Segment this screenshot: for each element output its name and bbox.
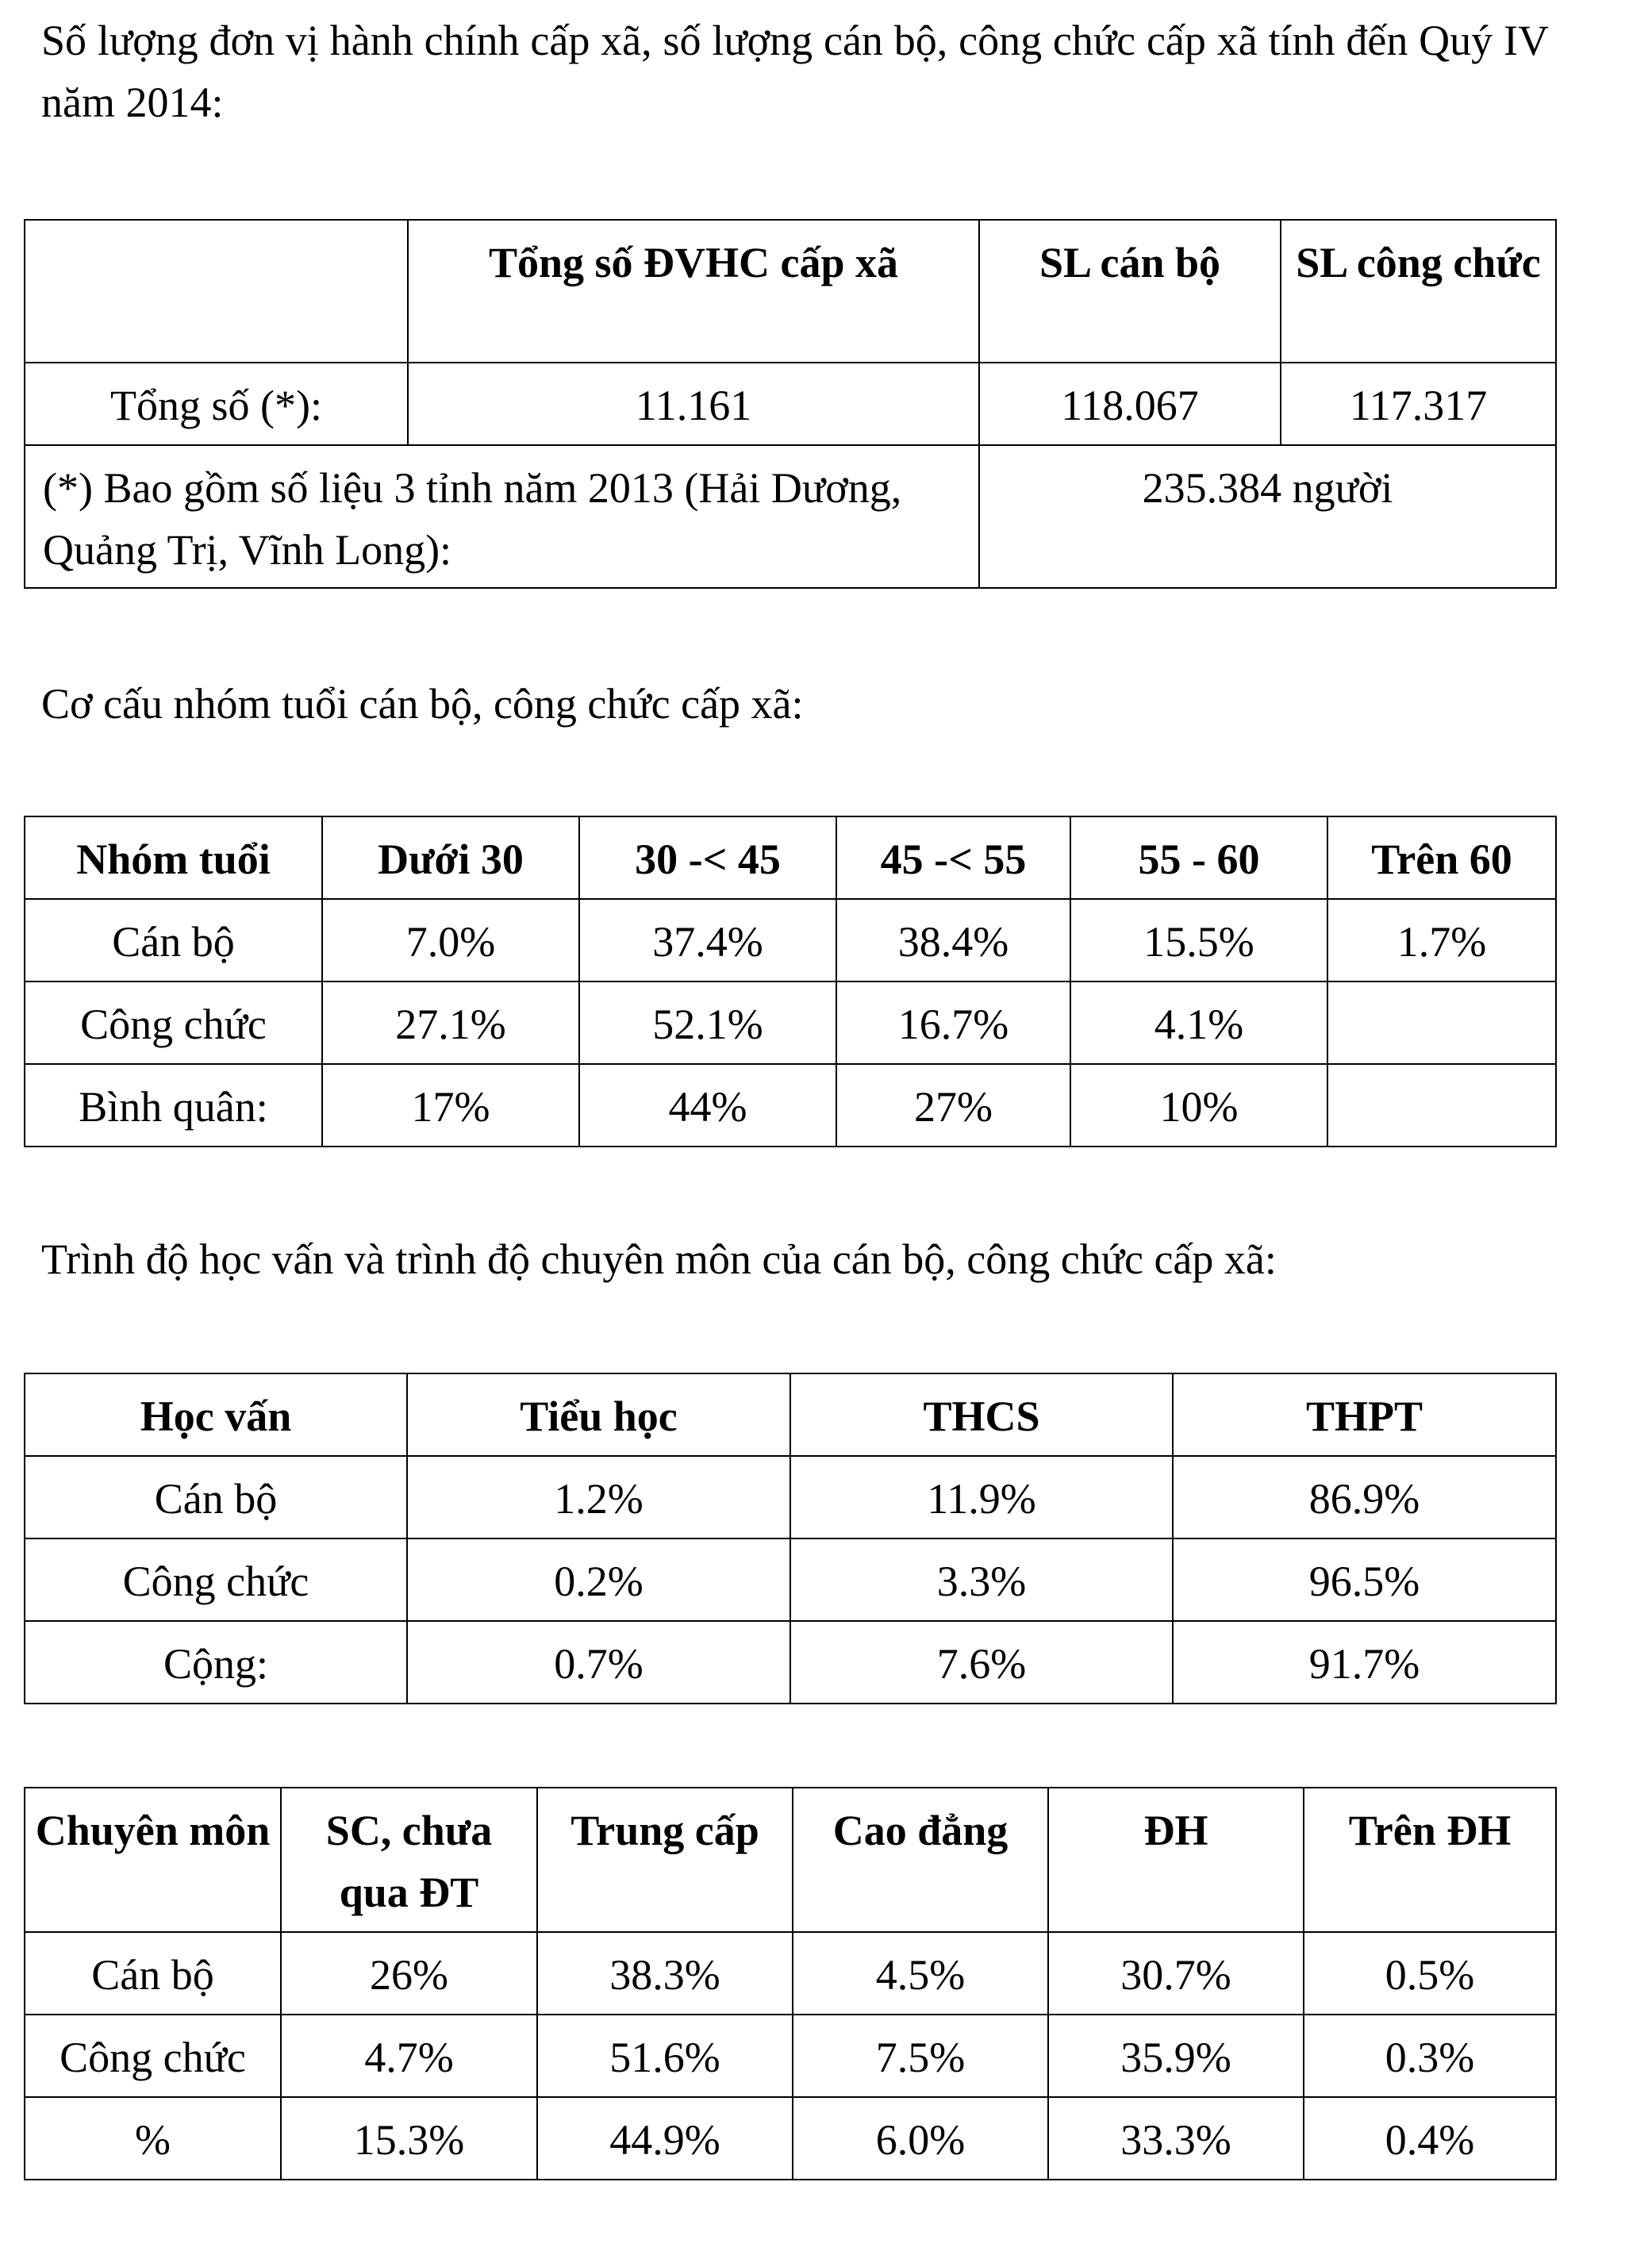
table-admin-units: [24, 219, 1557, 589]
table-cell: 4.5%: [793, 1932, 1048, 2015]
table-header-row: [25, 816, 1556, 899]
table-cell: 27.1%: [322, 981, 579, 1064]
table-row: [25, 1064, 1556, 1147]
row-label: Cộng:: [25, 1621, 407, 1704]
table-cell: 16.7%: [836, 981, 1070, 1064]
intro-paragraph-3: Trình độ học vấn và trình độ chuyên môn của cán bộ, công chức cấp xã:: [41, 1235, 1277, 1283]
header-cell: SL công chức: [1281, 220, 1556, 363]
header-cell: Trên 60: [1327, 816, 1556, 899]
table-row: [25, 1538, 1556, 1621]
table-row: [25, 1456, 1556, 1538]
table-row: [25, 1621, 1556, 1704]
table-cell: 26%: [281, 1932, 537, 2015]
intro-paragraph-1: Số lượng đơn vị hành chính cấp xã, số lượng cán bộ, công chức cấp xã tính đến Quý IV năm 2014:: [41, 17, 1549, 127]
table-cell: 1.2%: [407, 1456, 790, 1538]
total-people-cell: 235.384 người: [979, 445, 1556, 588]
table-header-row: [25, 220, 1556, 363]
header-cell: ĐH: [1048, 1788, 1304, 1932]
table-cell: 118.067: [979, 363, 1281, 445]
table-cell: 38.4%: [836, 899, 1070, 981]
table-cell: 11.161: [408, 363, 979, 445]
table-qualification: [24, 1787, 1557, 2180]
table-cell: 15.5%: [1070, 899, 1327, 981]
table-cell: 86.9%: [1173, 1456, 1556, 1538]
table-row: [25, 899, 1556, 981]
table-cell: 10%: [1070, 1064, 1327, 1147]
table-cell: 0.4%: [1304, 2097, 1556, 2180]
footnote-cell: (*) Bao gồm số liệu 3 tỉnh năm 2013 (Hải Dương, Quảng Trị, Vĩnh Long):: [25, 445, 979, 588]
table-cell: 4.1%: [1070, 981, 1327, 1064]
table-cell: 96.5%: [1173, 1538, 1556, 1621]
table-row-note: [25, 445, 1556, 588]
header-cell: Trung cấp: [537, 1788, 793, 1932]
table-cell: 52.1%: [579, 981, 836, 1064]
table-cell: 4.7%: [281, 2015, 537, 2097]
table-cell: [1327, 981, 1556, 1064]
table-cell: 3.3%: [790, 1538, 1173, 1621]
table-cell: 44.9%: [537, 2097, 793, 2180]
row-label: Công chức: [25, 981, 322, 1064]
header-cell: Học vấn: [25, 1373, 407, 1456]
table-cell: 11.9%: [790, 1456, 1173, 1538]
table-row: [25, 981, 1556, 1064]
header-cell: [25, 220, 408, 363]
header-cell: THCS: [790, 1373, 1173, 1456]
table-cell: 7.5%: [793, 2015, 1048, 2097]
table-cell: 51.6%: [537, 2015, 793, 2097]
header-cell: 55 - 60: [1070, 816, 1327, 899]
row-label: Công chức: [25, 1538, 407, 1621]
table-cell: 17%: [322, 1064, 579, 1147]
header-cell: 45 -< 55: [836, 816, 1070, 899]
header-cell: 30 -< 45: [579, 816, 836, 899]
table-cell: 30.7%: [1048, 1932, 1304, 2015]
table-education: [24, 1373, 1557, 1704]
header-cell: THPT: [1173, 1373, 1556, 1456]
table-cell: 6.0%: [793, 2097, 1048, 2180]
table-cell: 27%: [836, 1064, 1070, 1147]
header-cell: Tổng số ĐVHC cấp xã: [408, 220, 979, 363]
table-cell: 0.7%: [407, 1621, 790, 1704]
table-cell: 44%: [579, 1064, 836, 1147]
row-label: Bình quân:: [25, 1064, 322, 1147]
table-cell: 0.5%: [1304, 1932, 1556, 2015]
header-cell: Cao đẳng: [793, 1788, 1048, 1932]
header-cell: Chuyên môn: [25, 1788, 281, 1932]
table-cell: 37.4%: [579, 899, 836, 981]
table-cell: 15.3%: [281, 2097, 537, 2180]
table-cell: 33.3%: [1048, 2097, 1304, 2180]
header-cell: Tiểu học: [407, 1373, 790, 1456]
row-label: Công chức: [25, 2015, 281, 2097]
header-cell: Nhóm tuổi: [25, 816, 322, 899]
table-cell: 117.317: [1281, 363, 1556, 445]
row-label: Cán bộ: [25, 1932, 281, 2015]
header-cell: SC, chưa qua ĐT: [281, 1788, 537, 1932]
header-cell: SL cán bộ: [979, 220, 1281, 363]
table-row: [25, 1932, 1556, 2015]
table-row: [25, 2015, 1556, 2097]
header-cell: Dưới 30: [322, 816, 579, 899]
table-cell: 35.9%: [1048, 2015, 1304, 2097]
row-label: Tổng số (*):: [25, 363, 408, 445]
table-cell: [1327, 1064, 1556, 1147]
table-cell: 7.0%: [322, 899, 579, 981]
table-cell: 7.6%: [790, 1621, 1173, 1704]
table-row: [25, 2097, 1556, 2180]
table-row: [25, 363, 1556, 445]
intro-paragraph-2: Cơ cấu nhóm tuổi cán bộ, công chức cấp xã:: [41, 680, 804, 728]
row-label: Cán bộ: [25, 1456, 407, 1538]
table-cell: 0.2%: [407, 1538, 790, 1621]
header-cell: Trên ĐH: [1304, 1788, 1556, 1932]
table-cell: 0.3%: [1304, 2015, 1556, 2097]
table-cell: 38.3%: [537, 1932, 793, 2015]
table-cell: 91.7%: [1173, 1621, 1556, 1704]
table-age-groups: [24, 816, 1557, 1147]
table-cell: 1.7%: [1327, 899, 1556, 981]
table-header-row: [25, 1788, 1556, 1932]
row-label: Cán bộ: [25, 899, 322, 981]
row-label: %: [25, 2097, 281, 2180]
table-header-row: [25, 1373, 1556, 1456]
